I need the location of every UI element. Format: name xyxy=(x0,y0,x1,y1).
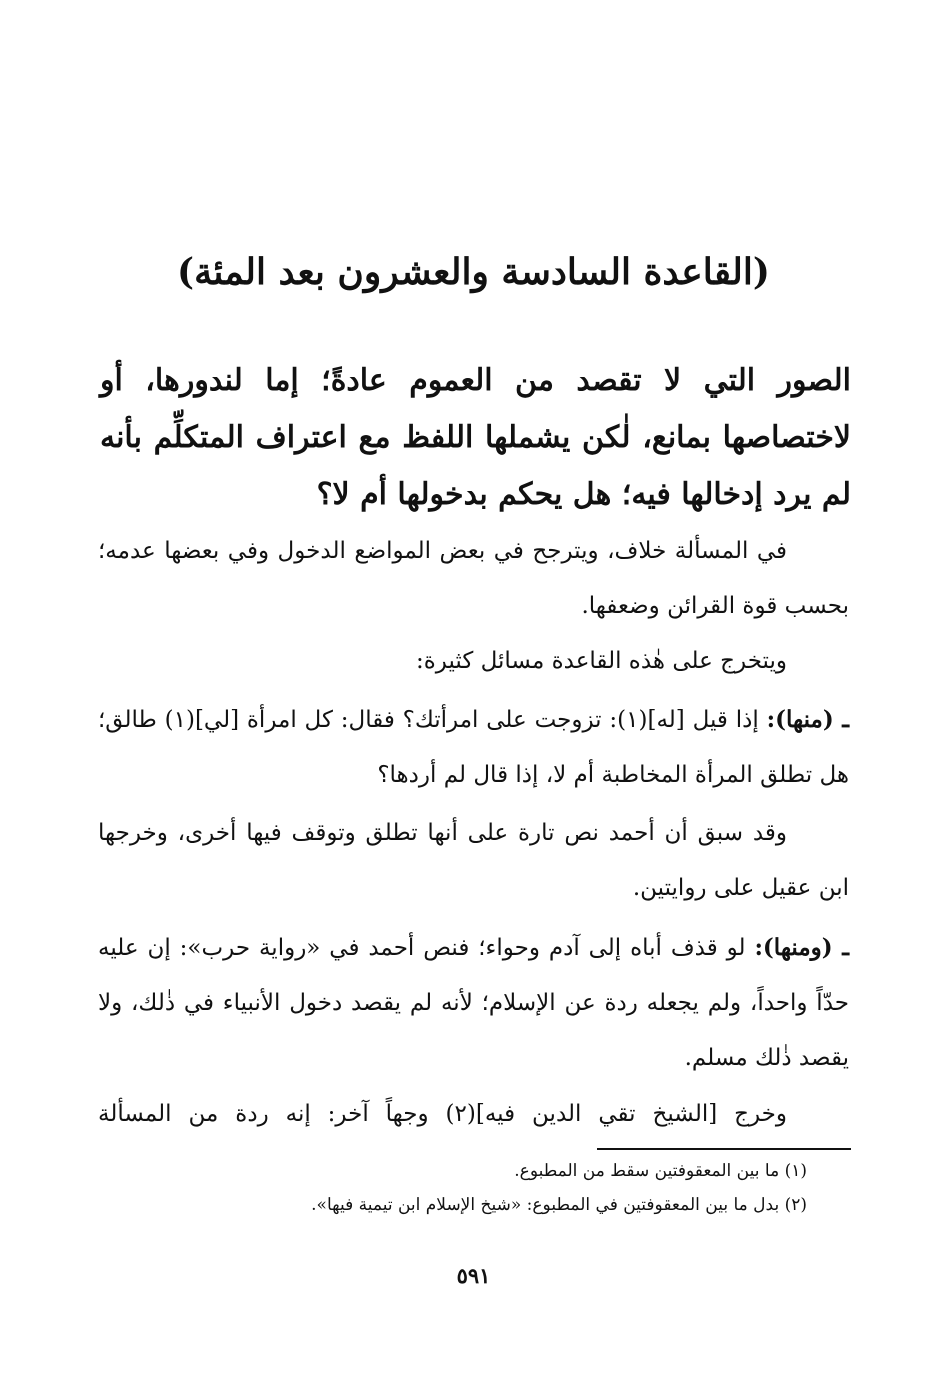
footnotes xyxy=(98,1154,807,1222)
paragraph-issue-1 xyxy=(98,692,849,803)
issue-text: إذا قيل [له](١): تزوجت على امرأتك؟ فقال: كل امرأة [لي](١) طالق؛ هل تطلق المرأة المخاطبة أم لا، إذا قال لم أردها؟ xyxy=(98,707,849,788)
footnote-2: (٢) بدل ما بين المعقوفتين في المطبوع: «شيخ الإسلام ابن تيمية فيها». xyxy=(311,1195,807,1215)
issue-text: لو قذف أباه إلى آدم وحواء؛ فنص أحمد في «رواية حرب»: إن عليه حدّاً واحداً، ولم يجعله ردة عن الإسلام؛ لأنه لم يقصد دخول الأنبياء في ذٰلك، ولا يقصد ذٰلك مسلم. xyxy=(98,935,849,1071)
paragraph-precedent: وقد سبق أن أحمد نص تارة على أنها تطلق وتوقف فيها أخرى، وخرجها ابن عقيل على روايتين. xyxy=(98,820,849,901)
rule-title: (القاعدة السادسة والعشرون بعد المئة) xyxy=(177,251,770,293)
issue-marker: ـ (منها): xyxy=(766,706,849,733)
issue-marker: ـ (ومنها): xyxy=(754,934,850,961)
footnote-1: (١) ما بين المعقوفتين سقط من المطبوع. xyxy=(514,1161,807,1181)
rule-statement: الصور التي لا تقصد من العموم عادةً؛ إما لندورها، أو لاختصاصها بمانع، لٰكن يشملها اللفظ مع اعتراف المتكلِّم بأنه لم يرد إدخالها فيه؛ هل يحكم بدخولها أم لا؟ xyxy=(100,363,851,512)
paragraph-derived-issues: ويتخرج على هٰذه القاعدة مسائل كثيرة: xyxy=(415,648,787,674)
paragraph-dispute: في المسألة خلاف، ويترجح في بعض المواضع الدخول وفي بعضها عدمه؛ بحسب قوة القرائن وضعفها. xyxy=(98,538,849,619)
paragraph-continuation: وخرج [الشيخ تقي الدين فيه](٢) وجهاً آخر: إنه ردة من المسألة xyxy=(98,1101,787,1127)
footnote-separator xyxy=(597,1148,851,1150)
paragraph-issue-2 xyxy=(98,920,849,1086)
page-number: ٥٩١ xyxy=(456,1263,491,1288)
